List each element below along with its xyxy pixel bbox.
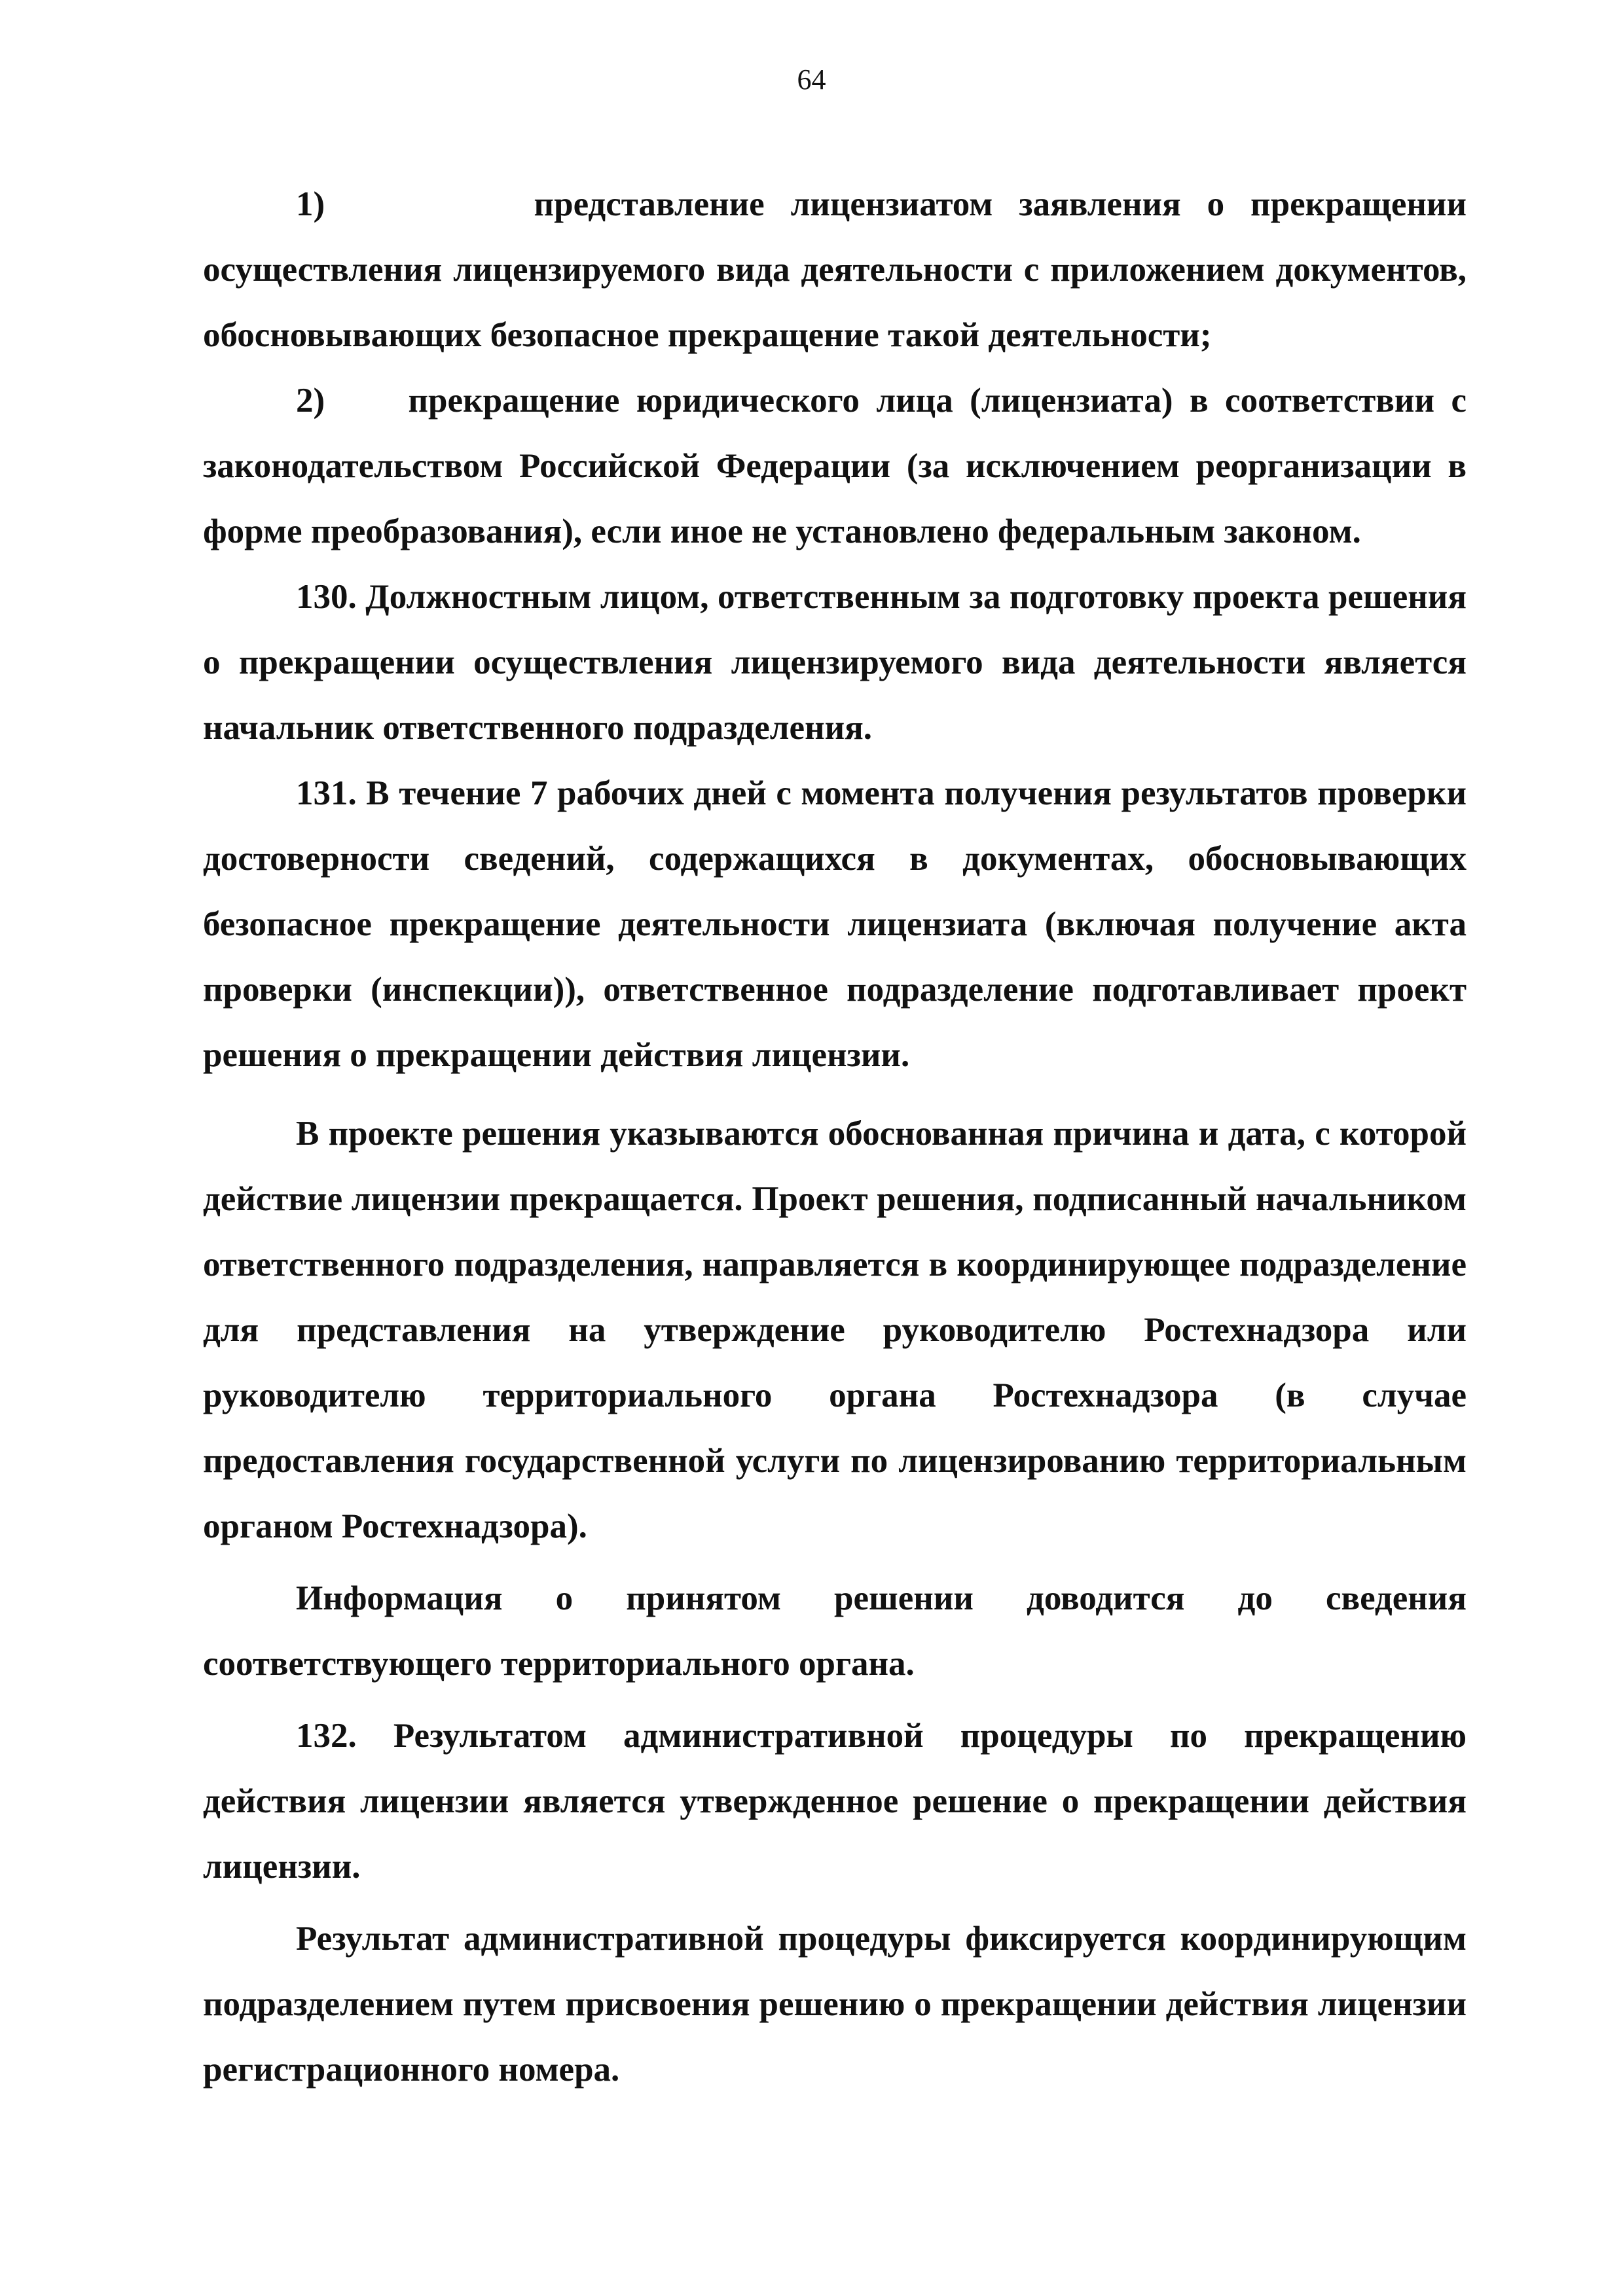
paragraph-131: 131. В течение 7 рабочих дней с момента получения результатов проверки достоверности сведений, содержащихся в документах, обосновывающих безопасное прекращение деятельности лицензиата (включая получение акта проверки (инспекции)), ответственное подразделение подготавливает проект решения о прекращении действия лицензии. — [203, 774, 1467, 1074]
page-number: 64 — [797, 63, 826, 96]
paragraph-item-1: 1) представление лицензиатом заявления о прекращении осуществления лицензируемого вида деятельности с приложением документов, обосновывающих безопасное прекращение такой деятельности; — [203, 185, 1467, 354]
paragraph-information: Информация о принятом решении доводится до сведения соответствующего территориального органа. — [203, 1579, 1467, 1683]
paragraph-130: 130. Должностным лицом, ответственным за подготовку проекта решения о прекращении осуществления лицензируемого вида деятельности является начальник ответственного подразделения. — [203, 578, 1467, 747]
paragraph-132: 132. Результатом административной процедуры по прекращению действия лицензии является утвержденное решение о прекращении действия лицензии. — [203, 1717, 1467, 1886]
paragraph-item-2: 2) прекращение юридического лица (лицензиата) в соответствии с законодательством Российской Федерации (за исключением реорганизации в форме преобразования), если иное не установлено федеральным законом. — [203, 382, 1467, 550]
paragraph-result: Результат административной процедуры фиксируется координирующим подразделением путем присвоения решению о прекращении действия лицензии регистрационного номера. — [203, 1920, 1467, 2089]
paragraph-draft-decision: В проекте решения указываются обоснованная причина и дата, с которой действие лицензии прекращается. Проект решения, подписанный начальником ответственного подразделения, направляется в координирующее подразделение для представления на утверждение руководителю Ростехнадзора или руководителю территориального органа Ростехнадзора (в случае предоставления государственной услуги по лицензированию территориальным органом Ростехнадзора). — [203, 1115, 1467, 1545]
document-body — [203, 171, 1467, 2102]
